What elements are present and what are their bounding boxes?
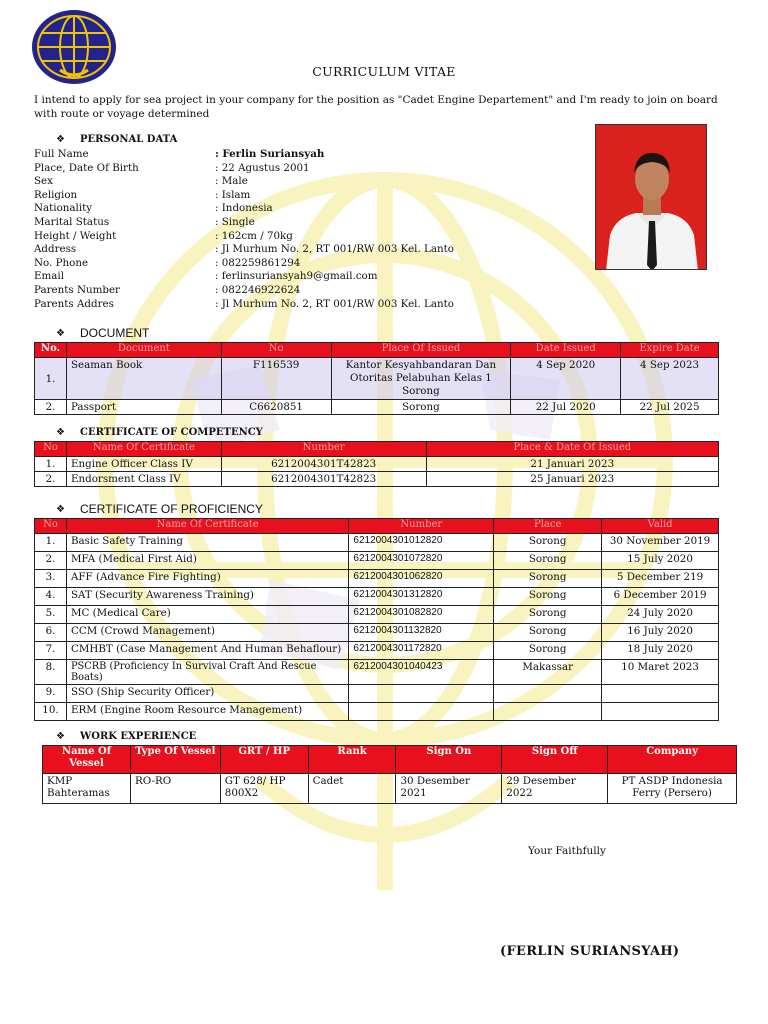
competency-table: [34, 441, 719, 487]
col-header: GRT / HP: [220, 746, 308, 774]
table-row: KMP Bahteramas RO-RO GT 628/ HP 800X2 Cadet 30 Desember 2021 29 Desember 2022 PT ASDP Indonesia Ferry (Persero): [43, 774, 737, 804]
proficiency-table: [34, 518, 719, 721]
col-header: Company: [608, 746, 737, 774]
work-experience-table: [42, 745, 737, 804]
col-header: Number: [221, 442, 426, 457]
col-header: Name Of Certificate: [66, 519, 348, 534]
col-header: Name Of Certificate: [66, 442, 221, 457]
table-row: 8. PSCRB (Proficiency In Survival Craft And Rescue Boats) 6212004301040423 Makassar 10 Maret 2023: [35, 660, 719, 685]
document-title: CURRICULUM VITAE: [312, 64, 456, 79]
table-row: 2. Passport C6620851 Sorong 22 Jul 2020 22 Jul 2025: [35, 400, 719, 415]
table-row: 2. Endorsment Class IV 6212004301T42823 25 Januari 2023: [35, 472, 719, 487]
table-row: 1. Basic Safety Training 6212004301012820 Sorong 30 November 2019: [35, 534, 719, 552]
work-experience-heading: ❖ WORK EXPERIENCE: [56, 731, 197, 742]
col-header: Sign Off: [502, 746, 608, 774]
profile-photo: [595, 124, 707, 270]
col-header: Number: [349, 519, 494, 534]
diamond-bullet-icon: ❖: [56, 134, 65, 145]
diamond-bullet-icon: ❖: [56, 427, 65, 438]
col-header: Place & Date Of Issued: [426, 442, 718, 457]
document-table: [34, 342, 719, 415]
diamond-bullet-icon: ❖: [56, 327, 65, 339]
col-header: Valid: [602, 519, 719, 534]
document-heading: ❖ DOCUMENT: [56, 326, 150, 340]
col-header: Date Issued: [511, 343, 621, 358]
col-header: No: [35, 442, 67, 457]
col-header: Place: [494, 519, 602, 534]
proficiency-heading: ❖ CERTIFICATE OF PROFICIENCY: [56, 502, 263, 516]
col-header: No: [221, 343, 331, 358]
col-header: Sign On: [396, 746, 502, 774]
intro-paragraph: I intend to apply for sea project in your company for the position as "Cadet Engine Departement" and I'm ready to join on board with route or voyage determined: [34, 94, 718, 120]
signature-name: (FERLIN SURIANSYAH): [500, 944, 680, 959]
personal-data-heading: ❖ PERSONAL DATA: [56, 134, 178, 145]
col-header: Place Of Issued: [331, 343, 511, 358]
personal-data-list: Full Name : Ferlin Suriansyah Place, Date Of Birth : 22 Agustus 2001 Sex : Male Religion : Islam Nationality : Indonesia Marital Status : Single Height / Weight : 162cm / 70kg Address : Jl Murhum No. 2, RT 001/RW 003 Kel. Lanto No. Phone : 082259861294 Email : ferlinsuriansyah9@gmail.com Parents Number : 082246922624 Parents Addres : Jl Murhum No. 2, RT 001/RW 003 Kel. Lanto: [34, 148, 454, 310]
table-row: 10. ERM (Engine Room Resource Management): [35, 703, 719, 721]
col-header: Name Of Vessel: [43, 746, 131, 774]
col-header: No: [35, 519, 67, 534]
table-row: 1. Seaman Book F116539 Kantor Kesyahbandaran Dan Otoritas Pelabuhan Kelas 1 Sorong 4 Sep 2020 4 Sep 2023: [35, 358, 719, 400]
diamond-bullet-icon: ❖: [56, 731, 65, 742]
table-row: 2. MFA (Medical First Aid) 6212004301072820 Sorong 15 July 2020: [35, 552, 719, 570]
table-row: 3. AFF (Advance Fire Fighting) 6212004301062820 Sorong 5 December 219: [35, 570, 719, 588]
table-row: 9. SSO (Ship Security Officer): [35, 685, 719, 703]
table-row: 1. Engine Officer Class IV 6212004301T42823 21 Januari 2023: [35, 457, 719, 472]
table-row: 4. SAT (Security Awareness Training) 6212004301312820 Sorong 6 December 2019: [35, 588, 719, 606]
competency-heading: ❖ CERTIFICATE OF COMPETENCY: [56, 427, 263, 438]
col-header: Rank: [308, 746, 396, 774]
table-row: 5. MC (Medical Care) 6212004301082820 Sorong 24 July 2020: [35, 606, 719, 624]
col-header: Expire Date: [621, 343, 719, 358]
table-row: 6. CCM (Crowd Management) 6212004301132820 Sorong 16 July 2020: [35, 624, 719, 642]
col-header: Type Of Vessel: [130, 746, 220, 774]
col-header: Document: [66, 343, 221, 358]
closing-text: Your Faithfully: [528, 845, 606, 857]
col-header: No.: [35, 343, 67, 358]
table-row: 7. CMHBT (Case Management And Human Behaflour) 6212004301172820 Sorong 18 July 2020: [35, 642, 719, 660]
diamond-bullet-icon: ❖: [56, 503, 65, 515]
